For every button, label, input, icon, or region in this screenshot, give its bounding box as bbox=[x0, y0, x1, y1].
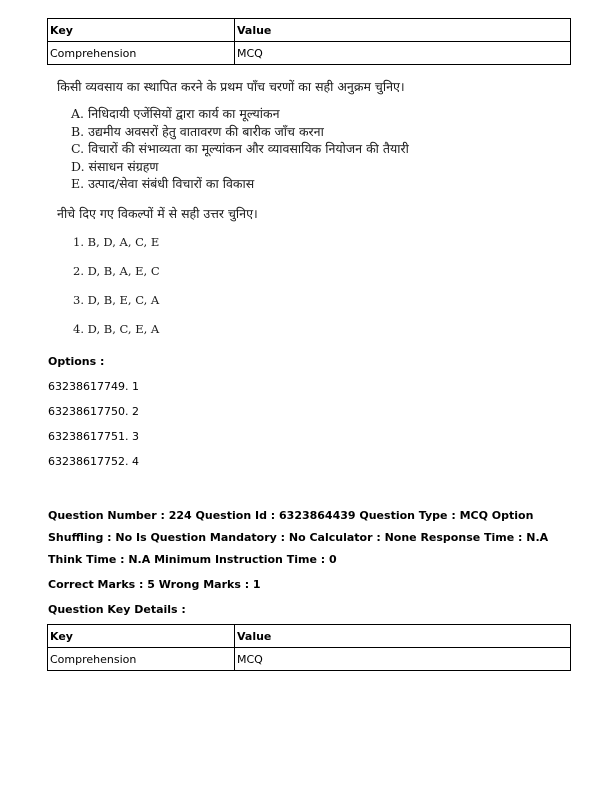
question-item-c: C. विचारों की संभाव्यता का मूल्यांकन और व्यावसायिक नियोजन की तैयारी bbox=[71, 141, 409, 156]
answer-choice-2: 2. D, B, A, E, C bbox=[73, 264, 160, 278]
question-metadata: Question Number : 224 Question Id : 6323864439 Question Type : MCQ Option Shuffling : No Is Question Mandatory : No Calculator : None Response Time : N.A Think Time : N.A Minimum Instruction Time : 0 bbox=[48, 509, 549, 566]
question-item-e: E. उत्पाद/सेवा संबंधी विचारों का विकास bbox=[71, 176, 255, 191]
option-item: 63238617750. 2 bbox=[48, 405, 139, 418]
header-key-cell: Key bbox=[48, 625, 235, 648]
marks-line: Correct Marks : 5 Wrong Marks : 1 bbox=[48, 578, 261, 591]
key-value-table-bottom bbox=[47, 624, 571, 671]
header-value-cell: Value bbox=[235, 625, 571, 648]
question-item-list bbox=[71, 105, 409, 193]
header-value-cell: Value bbox=[235, 19, 571, 42]
question-item-d: D. संसाधन संग्रहण bbox=[71, 158, 159, 174]
key-cell: Comprehension bbox=[48, 42, 235, 65]
option-item: 63238617751. 3 bbox=[48, 430, 139, 443]
header-key-cell: Key bbox=[48, 19, 235, 42]
option-item: 63238617749. 1 bbox=[48, 380, 139, 393]
key-cell: Comprehension bbox=[48, 648, 235, 671]
value-cell: MCQ bbox=[235, 648, 571, 671]
table-header-row bbox=[48, 19, 571, 42]
answer-choice-1: 1. B, D, A, C, E bbox=[73, 235, 160, 249]
option-item: 63238617752. 4 bbox=[48, 455, 139, 468]
key-value-table-top bbox=[47, 18, 571, 65]
table-header-row bbox=[48, 625, 571, 648]
question-item-b: B. उद्यमीय अवसरों हेतु वातावरण की बारीक जाँच करना bbox=[71, 123, 324, 139]
question-statement: किसी व्यवसाय का स्थापित करने के प्रथम पाँच चरणों का सही अनुक्रम चुनिए। bbox=[57, 79, 405, 94]
answer-choice-list bbox=[73, 235, 160, 351]
question-prompt: नीचे दिए गए विकल्पों में से सही उत्तर चुनिए। bbox=[57, 206, 258, 221]
key-details-label: Question Key Details : bbox=[48, 603, 186, 616]
table-row bbox=[48, 42, 571, 65]
answer-choice-3: 3. D, B, E, C, A bbox=[73, 293, 160, 307]
answer-choice-4: 4. D, B, C, E, A bbox=[73, 322, 160, 336]
table-row bbox=[48, 648, 571, 671]
question-item-a: A. निधिदायी एजेंसियों द्वारा कार्य का मूल्यांकन bbox=[71, 106, 280, 121]
options-label: Options : bbox=[48, 355, 105, 368]
value-cell: MCQ bbox=[235, 42, 571, 65]
